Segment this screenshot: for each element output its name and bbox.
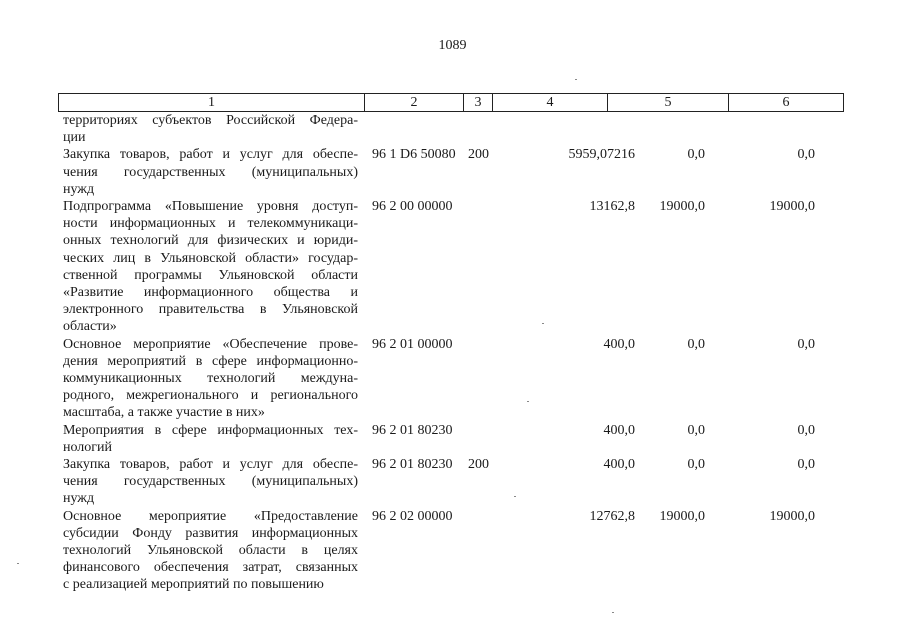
row-code: 96 2 01 00000: [372, 336, 453, 352]
row-description: [63, 508, 358, 594]
row-description: [63, 456, 358, 508]
description-line: субсидии Фонду развития информационных: [63, 525, 358, 541]
row-value-col4: 400,0: [603, 457, 635, 473]
table-row: [63, 508, 853, 594]
row-value-col4: 400,0: [603, 422, 635, 438]
description-line: ственной программы Ульяновской области: [63, 267, 358, 283]
description-line: области»: [63, 319, 117, 335]
description-line: Мероприятия в сфере информационных тех-: [63, 422, 358, 438]
table-row: [63, 198, 853, 336]
description-line: электронного правительства в Ульяновской: [63, 302, 358, 318]
column-header-6: 6: [729, 94, 844, 112]
scan-speck: [542, 323, 544, 324]
description-line: с реализацией мероприятий по повышению: [63, 577, 324, 593]
description-line: Подпрограмма «Повышение уровня доступ-: [63, 199, 358, 215]
row-value-col5: 0,0: [687, 336, 705, 352]
row-expense-type: 200: [468, 147, 489, 163]
description-line: чения государственных (муниципальных): [63, 164, 358, 180]
description-line: Закупка товаров, работ и услуг для обеспе-: [63, 457, 358, 473]
row-code: 96 2 00 00000: [372, 199, 453, 215]
table-row: [63, 456, 853, 508]
scan-speck: [514, 496, 516, 497]
row-value-col6: 19000,0: [769, 508, 815, 524]
description-line: Основное мероприятие «Предоставление: [63, 508, 358, 524]
description-line: ческих лиц в Ульяновской области» государ-: [63, 250, 358, 266]
scan-speck: [17, 563, 19, 564]
description-line: онных технологий для физических и юриди-: [63, 233, 358, 249]
row-code: 96 1 D6 50080: [372, 147, 456, 163]
row-value-col6: 0,0: [797, 336, 815, 352]
row-description: [63, 146, 358, 198]
row-description: [63, 422, 358, 456]
description-line: финансового обеспечения затрат, связанных: [63, 560, 358, 576]
description-line: нологий: [63, 439, 113, 455]
column-header-1: 1: [59, 94, 365, 112]
row-description: [63, 112, 358, 146]
row-code: 96 2 01 80230: [372, 422, 453, 438]
description-line: технологий Ульяновской области в целях: [63, 543, 358, 559]
row-value-col5: 0,0: [687, 457, 705, 473]
row-code: 96 2 01 80230: [372, 457, 453, 473]
description-line: родного, межрегионального и регионального: [63, 388, 358, 404]
row-value-col6: 0,0: [797, 147, 815, 163]
row-value-col5: 19000,0: [659, 508, 705, 524]
description-line: Основное мероприятие «Обеспечение прове-: [63, 336, 358, 352]
row-code: 96 2 02 00000: [372, 508, 453, 524]
row-value-col6: 0,0: [797, 457, 815, 473]
row-value-col5: 0,0: [687, 422, 705, 438]
description-line: территориях субъектов Российской Федера-: [63, 113, 358, 128]
row-value-col6: 19000,0: [769, 199, 815, 215]
table-row: [63, 112, 853, 146]
description-line: «Развитие информационного общества и: [63, 285, 358, 301]
description-line: ции: [63, 130, 86, 146]
description-line: дения мероприятий в сфере информационно-: [63, 353, 358, 369]
row-value-col5: 19000,0: [659, 199, 705, 215]
scan-speck: [612, 612, 614, 613]
budget-table-body: [63, 112, 853, 594]
column-header-row: [59, 94, 844, 112]
description-line: нужд: [63, 181, 95, 197]
description-line: Закупка товаров, работ и услуг для обеспе-: [63, 147, 358, 163]
scan-speck: [575, 79, 577, 80]
column-header-3: 3: [464, 94, 493, 112]
row-value-col6: 0,0: [797, 422, 815, 438]
row-value-col5: 0,0: [687, 147, 705, 163]
row-expense-type: 200: [468, 457, 489, 473]
description-line: масштаба, а также участие в них»: [63, 405, 265, 421]
page-number: 1089: [438, 38, 467, 53]
table-row: [63, 336, 853, 422]
row-value-col4: 5959,07216: [568, 147, 635, 163]
description-line: чения государственных (муниципальных): [63, 474, 358, 490]
row-value-col4: 12762,8: [589, 508, 635, 524]
scan-speck: [527, 401, 529, 402]
row-value-col4: 400,0: [603, 336, 635, 352]
row-value-col4: 13162,8: [589, 199, 635, 215]
column-header-4: 4: [493, 94, 608, 112]
table-row: [63, 422, 853, 456]
column-header-2: 2: [365, 94, 464, 112]
description-line: нужд: [63, 491, 95, 507]
column-header-table: [58, 93, 844, 112]
column-header-5: 5: [608, 94, 729, 112]
row-description: [63, 336, 358, 422]
row-description: [63, 198, 358, 336]
description-line: коммуникационных технологий междуна-: [63, 371, 358, 387]
table-row: [63, 146, 853, 198]
description-line: ности информационных и телекоммуникаци-: [63, 216, 358, 232]
